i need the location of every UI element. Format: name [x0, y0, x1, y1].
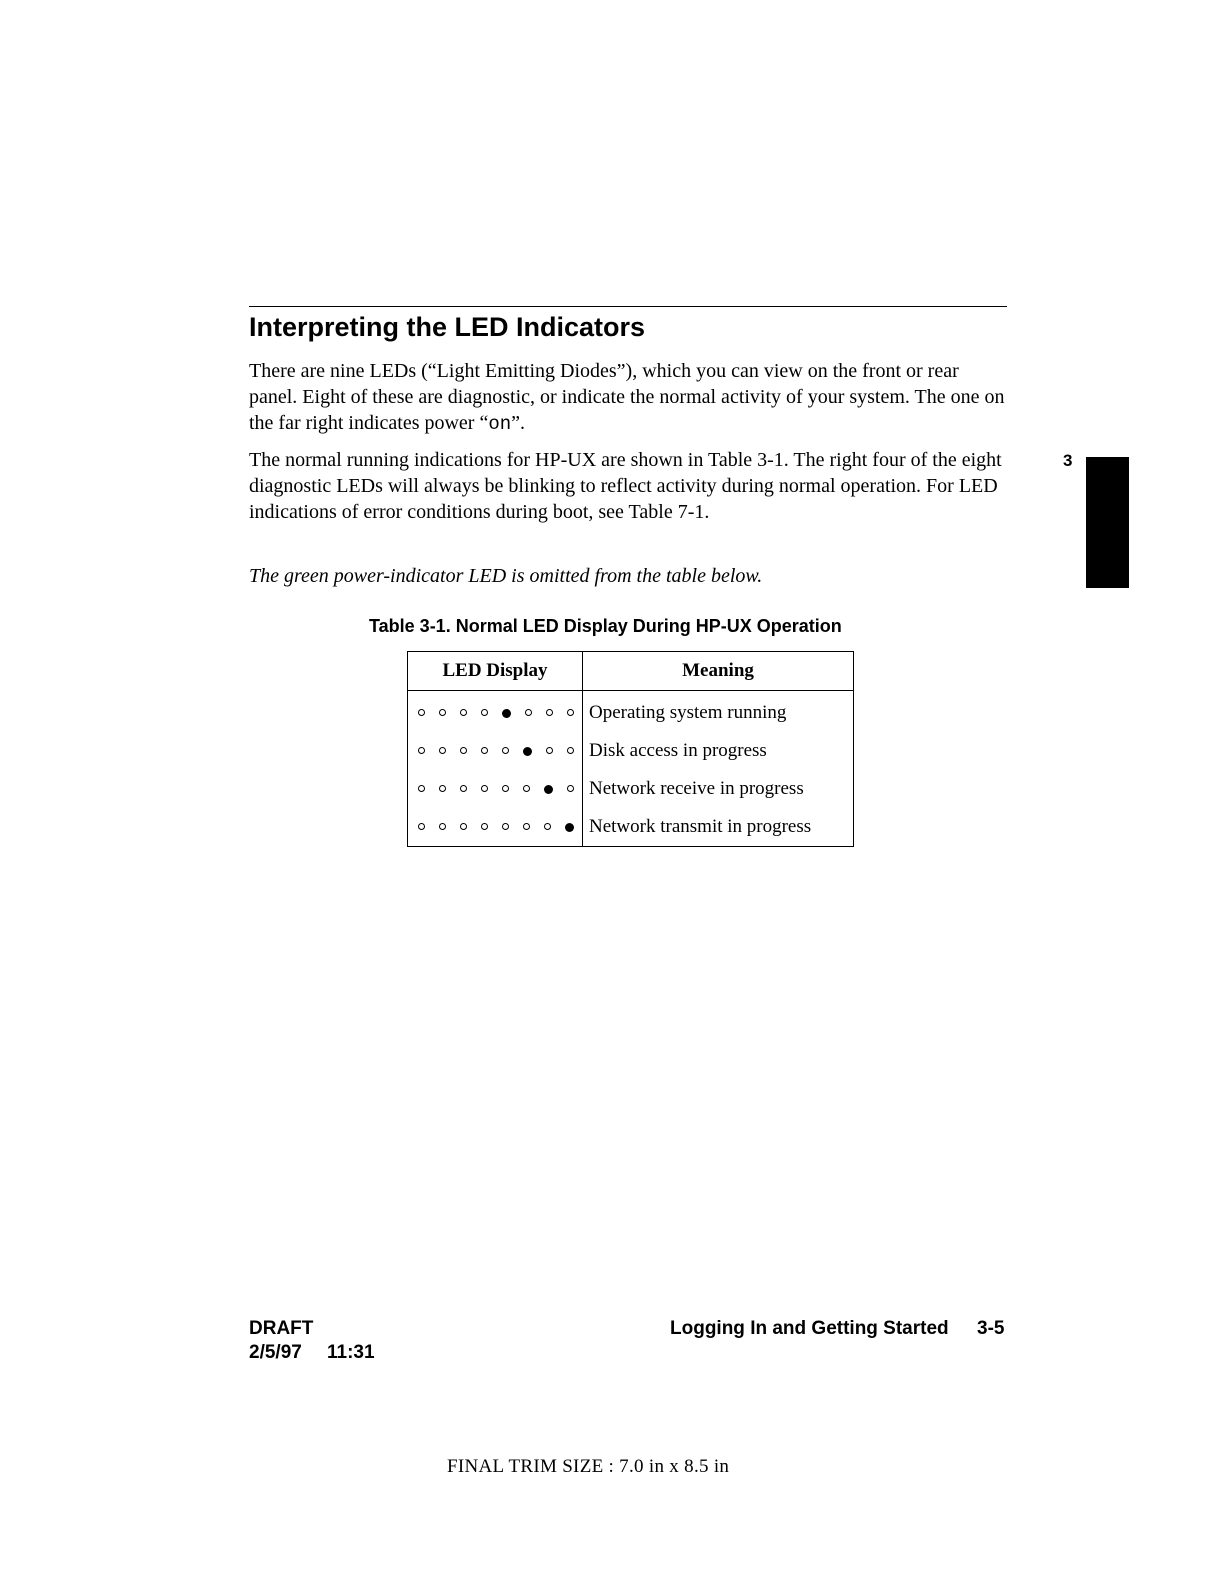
header-meaning: Meaning — [583, 652, 854, 691]
table-caption: Table 3-1. Normal LED Display During HP-UX Operation — [369, 616, 842, 636]
footer-draft: DRAFT — [249, 1318, 314, 1339]
led-off-icon — [439, 709, 446, 716]
table-row — [408, 732, 854, 770]
led-off-icon — [567, 785, 574, 792]
led-off-icon — [523, 785, 530, 792]
led-off-icon — [546, 747, 553, 754]
led-off-icon — [439, 823, 446, 830]
led-pattern — [408, 709, 582, 718]
led-off-icon — [481, 785, 488, 792]
meaning-cell: Network receive in progress — [589, 778, 804, 799]
led-off-icon — [567, 709, 574, 716]
led-off-icon — [439, 747, 446, 754]
led-off-icon — [481, 823, 488, 830]
led-display-cell — [408, 808, 583, 847]
led-off-icon — [481, 709, 488, 716]
led-on-icon — [502, 709, 511, 718]
footer-section-title: Logging In and Getting Started — [670, 1318, 949, 1339]
table-row — [408, 770, 854, 808]
led-off-icon — [418, 709, 425, 716]
header-led-display: LED Display — [408, 652, 583, 691]
led-pattern — [408, 785, 582, 794]
led-display-cell — [408, 770, 583, 808]
led-off-icon — [481, 747, 488, 754]
page-title: Interpreting the LED Indicators — [249, 312, 646, 342]
led-off-icon — [460, 747, 467, 754]
section-rule — [249, 306, 1007, 307]
chapter-tab-marker — [1086, 457, 1129, 588]
led-off-icon — [418, 785, 425, 792]
chapter-tab-number: 3 — [1063, 451, 1073, 470]
table-row — [408, 808, 854, 847]
footer-date: 2/5/97 — [249, 1342, 302, 1363]
led-off-icon — [546, 709, 553, 716]
led-off-icon — [460, 823, 467, 830]
led-off-icon — [439, 785, 446, 792]
led-table-body — [408, 691, 854, 847]
meaning-cell: Disk access in progress — [589, 740, 767, 761]
led-off-icon — [502, 747, 509, 754]
led-on-icon — [523, 747, 532, 756]
intro-text-end: ”. — [511, 412, 526, 434]
meaning-cell: Network transmit in progress — [589, 816, 812, 837]
table-header-row — [408, 652, 854, 691]
led-pattern — [408, 823, 582, 832]
led-off-icon — [525, 709, 532, 716]
led-off-icon — [523, 823, 530, 830]
footer-time: 11:31 — [327, 1342, 375, 1363]
meaning-cell: Operating system running — [589, 702, 787, 723]
led-display-cell — [408, 732, 583, 770]
led-off-icon — [502, 823, 509, 830]
led-on-icon — [544, 785, 553, 794]
led-table — [407, 651, 854, 847]
led-off-icon — [418, 747, 425, 754]
led-off-icon — [460, 709, 467, 716]
led-on-icon — [565, 823, 574, 832]
led-off-icon — [567, 747, 574, 754]
led-off-icon — [460, 785, 467, 792]
led-pattern — [408, 747, 582, 756]
led-off-icon — [544, 823, 551, 830]
table-row — [408, 691, 854, 733]
intro-text: There are nine LEDs (“Light Emitting Diodes”), which you can view on the front or rear panel. Eight of these are diagnostic, or indicate the normal activity of your system. The one on the far right indicates power “ — [249, 360, 1005, 434]
footer-page-number: 3-5 — [977, 1318, 1005, 1339]
led-off-icon — [502, 785, 509, 792]
normal-indications-paragraph: The normal running indications for HP-UX are shown in Table 3-1. The right four of the eight diagnostic LEDs will always be blinking to reflect activity during normal operation. For LED indications of error conditions during boot, see Table 7-1. — [249, 449, 1002, 523]
trim-size-note: FINAL TRIM SIZE : 7.0 in x 8.5 in — [447, 1456, 730, 1477]
led-display-cell — [408, 691, 583, 733]
note-paragraph: The green power-indicator LED is omitted from the table below. — [249, 565, 763, 587]
led-off-icon — [418, 823, 425, 830]
on-code-text: on — [488, 413, 512, 435]
intro-paragraph — [249, 358, 1009, 437]
